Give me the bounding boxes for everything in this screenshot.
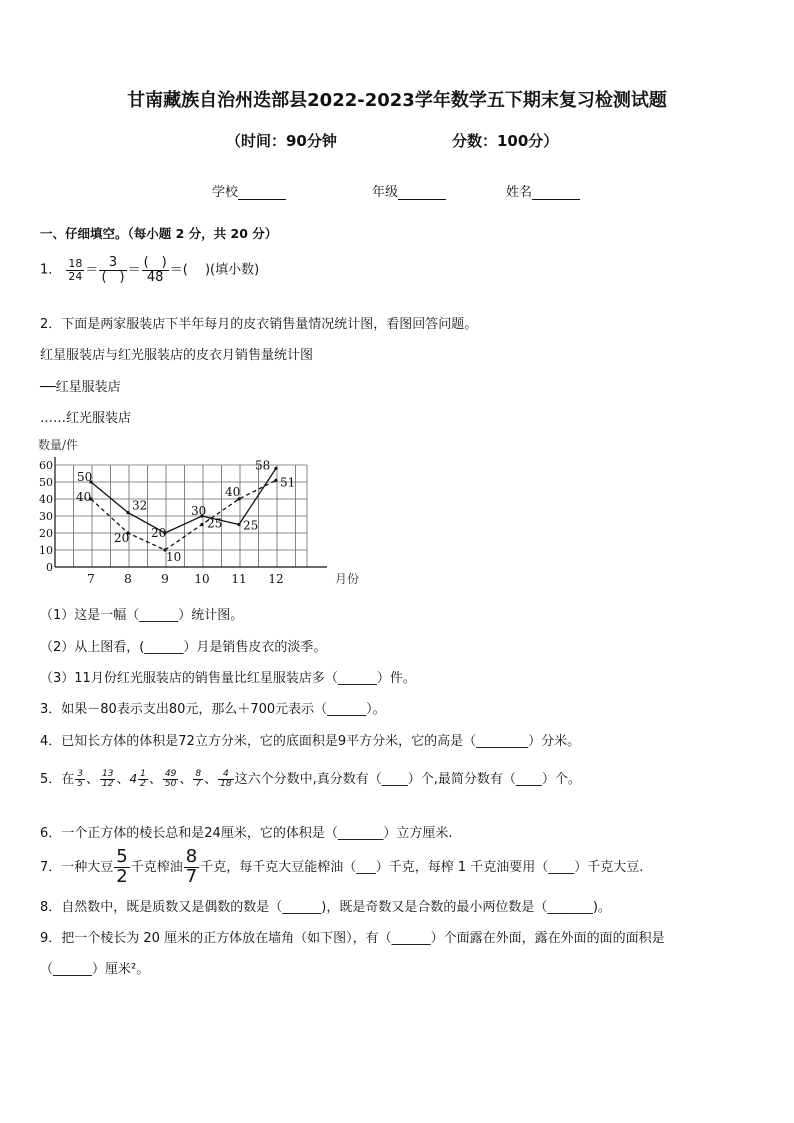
x-tick-label: 12 bbox=[268, 572, 284, 586]
q7-fraction-2: $\frac{8}{7}$ bbox=[185, 846, 198, 887]
q1-tail[interactable]: ＝( )(填小数) bbox=[169, 262, 260, 278]
q5-separator: 、 bbox=[204, 772, 218, 787]
question-1 bbox=[40, 256, 259, 284]
q5-fraction-1: $\frac{13}{12}$ bbox=[102, 768, 114, 789]
q5-separator: 、 bbox=[86, 772, 100, 787]
q2-sub3[interactable]: （3）11月份红光服装店的销售量比红星服装店多（______）件。 bbox=[40, 671, 416, 686]
data-label: 25 bbox=[243, 518, 259, 533]
y-tick-label: 50 bbox=[39, 476, 53, 489]
name-label: 姓名 bbox=[506, 185, 533, 200]
q5-separator: 、 bbox=[179, 772, 193, 787]
page-title: 甘南藏族自治州迭部县2022-2023学年数学五下期末复习检测试题 bbox=[127, 90, 667, 111]
y-tick-label: 0 bbox=[46, 561, 53, 574]
data-point bbox=[200, 523, 203, 526]
question-5 bbox=[40, 768, 581, 789]
line-chart bbox=[30, 432, 360, 590]
question-8[interactable]: 8．自然数中，既是质数又是偶数的数是（______)，既是奇数又是合数的最小两位数是（_______)。 bbox=[40, 900, 611, 915]
school-blank[interactable] bbox=[238, 185, 286, 200]
q7-pre: 7．一种大豆 bbox=[40, 859, 114, 875]
legend-dotted: ……红光服装店 bbox=[40, 411, 132, 426]
q7-mid: 千克榨油 bbox=[130, 859, 183, 875]
question-7 bbox=[40, 848, 643, 887]
question-2: 2．下面是两家服装店下半年每月的皮衣销售量情况统计图，看图回答问题。 bbox=[40, 317, 478, 332]
data-label: 51 bbox=[280, 475, 296, 490]
school-label: 学校 bbox=[212, 185, 239, 200]
data-point bbox=[126, 511, 129, 514]
question-9-line2[interactable]: （______）厘米²。 bbox=[40, 962, 150, 977]
data-point bbox=[274, 467, 277, 470]
data-point bbox=[237, 523, 240, 526]
data-label: 32 bbox=[132, 498, 148, 513]
data-label: 25 bbox=[207, 516, 223, 531]
x-tick-label: 10 bbox=[194, 572, 210, 586]
y-tick-label: 60 bbox=[39, 459, 53, 472]
data-label: 20 bbox=[114, 531, 130, 545]
q1-equals-2: ＝ bbox=[127, 262, 141, 278]
exam-time: （时间：90分钟 bbox=[226, 132, 337, 150]
q5-separator: 、 bbox=[148, 772, 162, 787]
q2-sub1[interactable]: （1）这是一幅（______）统计图。 bbox=[40, 608, 244, 623]
q5-whole-2: 4 bbox=[129, 772, 138, 786]
question-9-line1[interactable]: 9．把一个棱长为 20 厘米的正方体放在墙角（如下图），有（______）个面露在外面，露在外面的面的面积是 bbox=[40, 931, 665, 946]
data-label: 40 bbox=[225, 485, 241, 499]
x-axis-label: 月份 bbox=[335, 572, 360, 586]
data-label: 40 bbox=[76, 490, 92, 504]
q1-number: 1． bbox=[40, 262, 62, 278]
question-6[interactable]: 6．一个正方体的棱长总和是24厘米，它的体积是（_______）立方厘米. bbox=[40, 826, 453, 841]
q7-post[interactable]: 千克，每千克大豆能榨油（___）千克，每榨 1 千克油要用（____）千克大豆. bbox=[200, 859, 644, 875]
q5-fraction-5: $\frac{4}{18}$ bbox=[220, 768, 232, 789]
grade-label: 年级 bbox=[372, 185, 399, 200]
q5-post[interactable]: 这六个分数中,真分数有（____）个,最简分数有（____）个。 bbox=[234, 772, 581, 787]
q1-fraction-3: $\frac{( )}{48}$ bbox=[143, 255, 167, 285]
data-label: 20 bbox=[151, 526, 167, 540]
q5-fraction-3: $\frac{49}{50}$ bbox=[164, 768, 177, 789]
grade-blank[interactable] bbox=[398, 185, 446, 200]
y-tick-label: 40 bbox=[39, 493, 53, 506]
y-tick-label: 20 bbox=[39, 527, 53, 540]
q1-equals-1: ＝ bbox=[85, 262, 99, 278]
chart-labels bbox=[38, 437, 359, 586]
y-tick-label: 10 bbox=[39, 544, 53, 557]
grade-field bbox=[372, 181, 446, 200]
y-tick-label: 30 bbox=[39, 510, 53, 523]
q1-fraction-1: $\frac{18}{24}$ bbox=[68, 257, 83, 283]
question-3[interactable]: 3．如果－80表示支出80元，那么＋700元表示（______）。 bbox=[40, 702, 386, 717]
q5-fractions bbox=[74, 768, 234, 789]
question-4[interactable]: 4．已知长方体的体积是72立方分米，它的底面积是9平方分米，它的高是（________）分米。 bbox=[40, 734, 581, 749]
exam-score: 分数：100分） bbox=[452, 132, 559, 150]
q2-sub2[interactable]: （2）从上图看，(______）月是销售皮衣的淡季。 bbox=[40, 640, 327, 655]
x-tick-label: 11 bbox=[231, 572, 247, 586]
x-tick-label: 9 bbox=[161, 572, 169, 586]
q5-fraction-0: $\frac{3}{5}$ bbox=[77, 768, 84, 789]
y-axis-label: 数量/件 bbox=[38, 438, 79, 452]
q7-fraction-1: $\frac{5}{2}$ bbox=[116, 846, 128, 887]
x-tick-label: 7 bbox=[87, 572, 95, 586]
q5-pre: 5．在 bbox=[40, 772, 75, 787]
name-field bbox=[506, 181, 580, 200]
q5-separator: 、 bbox=[116, 772, 130, 787]
data-point bbox=[274, 479, 277, 482]
school-field bbox=[212, 181, 286, 200]
q5-fraction-4: $\frac{8}{7}$ bbox=[195, 768, 202, 789]
data-label: 30 bbox=[191, 504, 207, 518]
q1-fraction-2: $\frac{3}{( )}$ bbox=[101, 255, 125, 285]
chart-title: 红星服装店与红光服装店的皮衣月销售量统计图 bbox=[40, 348, 314, 363]
section-heading: 一、仔细填空。（每小题 2 分，共 20 分） bbox=[40, 226, 278, 241]
legend-solid: ──红星服装店 bbox=[40, 380, 121, 395]
x-tick-label: 8 bbox=[124, 572, 132, 586]
q5-fraction-2: $\frac{1}{2}$ bbox=[140, 768, 146, 789]
name-blank[interactable] bbox=[532, 185, 580, 200]
data-label: 58 bbox=[255, 458, 271, 473]
data-label: 10 bbox=[166, 550, 182, 564]
data-label: 50 bbox=[77, 470, 93, 484]
